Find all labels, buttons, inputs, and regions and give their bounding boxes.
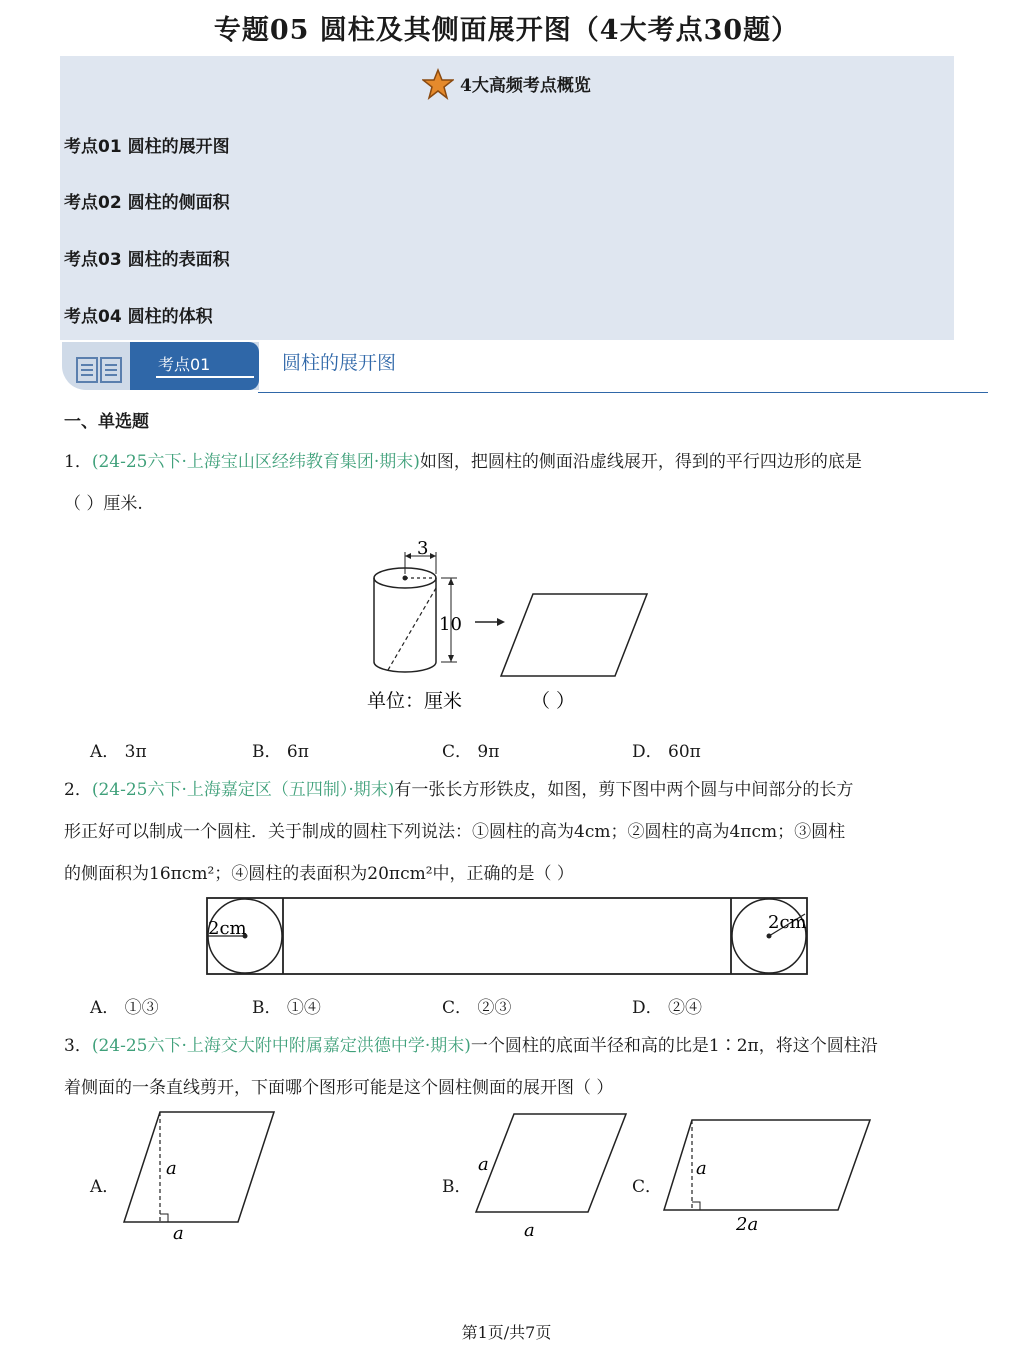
q1-parallelogram [501, 594, 647, 676]
q3-b-side-label: a [478, 1154, 489, 1175]
q3-text: 一个圆柱的底面半径和高的比是1∶2π，将这个圆柱沿 [470, 1036, 878, 1056]
q2-figure [204, 894, 810, 978]
q1-figure [355, 530, 665, 720]
q3-source: (24-25六下·上海交大附中附属嘉定洪德中学·期末) [91, 1036, 471, 1056]
q1-source: (24-25六下·上海宝山区经纬教育集团·期末) [91, 452, 420, 472]
q3-figure-c [660, 1114, 876, 1238]
q2-option-a[interactable]: A． ①③ [90, 998, 159, 1018]
q3-line2: 着侧面的一条直线剪开，下面哪个图形可能是这个圆柱侧面的展开图（ ） [64, 1078, 614, 1098]
q3-figure-b [470, 1108, 632, 1240]
q2-number: 2． [64, 780, 92, 800]
q3-line1 [64, 1036, 878, 1056]
overview-heading [0, 68, 1013, 105]
q1-radius-label: 3 [417, 538, 429, 559]
section-title: 圆柱的展开图 [282, 352, 397, 374]
q2-right-radius-label: 2cm [768, 912, 807, 933]
overview-item-04[interactable]: 考点04 圆柱的体积 [64, 307, 213, 327]
q2-left-radius-label: 2cm [208, 918, 247, 939]
overview-item-01[interactable]: 考点01 圆柱的展开图 [64, 137, 230, 157]
q1-answer-blank: （ ） [531, 690, 576, 712]
q3-option-c[interactable]: C． [632, 1177, 663, 1197]
q3-c-base-label: 2a [736, 1214, 759, 1235]
q2-line1 [64, 780, 853, 800]
q1-unit-label: 单位：厘米 [367, 690, 463, 712]
section-divider [258, 392, 988, 393]
overview-item-03[interactable]: 考点03 圆柱的表面积 [64, 250, 230, 270]
q2-line2: 形正好可以制成一个圆柱．关于制成的圆柱下列说法：①圆柱的高为4cm；②圆柱的高为4πcm；③圆柱 [64, 822, 846, 842]
q1-option-c[interactable]: C． 9π [442, 742, 500, 762]
q2-line3: 的侧面积为16πcm²；④圆柱的表面积为20πcm²中，正确的是（ ） [64, 864, 574, 884]
q3-figure-a [118, 1108, 280, 1244]
q1-line1 [64, 452, 862, 472]
q2-option-c[interactable]: C． ②③ [442, 998, 512, 1018]
section-tab-label: 考点01 [158, 355, 211, 374]
q2-source: (24-25六下·上海嘉定区（五四制）·期末) [91, 780, 395, 800]
question-type-heading: 一、单选题 [64, 412, 149, 432]
q1-text: 如图，把圆柱的侧面沿虚线展开，得到的平行四边形的底是 [419, 452, 862, 472]
q1-option-a[interactable]: A． 3π [90, 742, 147, 762]
q2-option-d[interactable]: D． ②④ [632, 998, 703, 1018]
arrow-right-icon [475, 618, 505, 626]
q3-a-height-label: a [166, 1158, 177, 1179]
q2-text: 有一张长方形铁皮，如图，剪下图中两个圆与中间部分的长方 [394, 780, 854, 800]
q1-option-b[interactable]: B． 6π [252, 742, 309, 762]
book-icon [76, 356, 124, 388]
q3-b-base-label: a [524, 1220, 535, 1240]
page-title: 专题05 圆柱及其侧面展开图（4大考点30题） [213, 15, 800, 46]
star-icon [422, 68, 454, 105]
q1-cylinder [374, 552, 457, 672]
overview-item-02[interactable]: 考点02 圆柱的侧面积 [64, 193, 230, 213]
page-footer: 第1页/共7页 [461, 1323, 552, 1342]
q1-number: 1． [64, 452, 92, 472]
q3-number: 3． [64, 1036, 92, 1056]
section-tab-underline [156, 376, 254, 378]
overview-heading-text: 4大高频考点概览 [460, 76, 591, 96]
q3-option-b[interactable]: B． [442, 1177, 472, 1197]
q1-height-label: 10 [439, 614, 462, 635]
q3-c-height-label: a [696, 1158, 707, 1179]
q1-line2: （ ）厘米. [64, 494, 143, 514]
q2-option-b[interactable]: B． ①④ [252, 998, 321, 1018]
q3-a-base-label: a [173, 1223, 184, 1244]
q1-option-d[interactable]: D． 60π [632, 742, 701, 762]
q3-option-a[interactable]: A． [90, 1177, 120, 1197]
